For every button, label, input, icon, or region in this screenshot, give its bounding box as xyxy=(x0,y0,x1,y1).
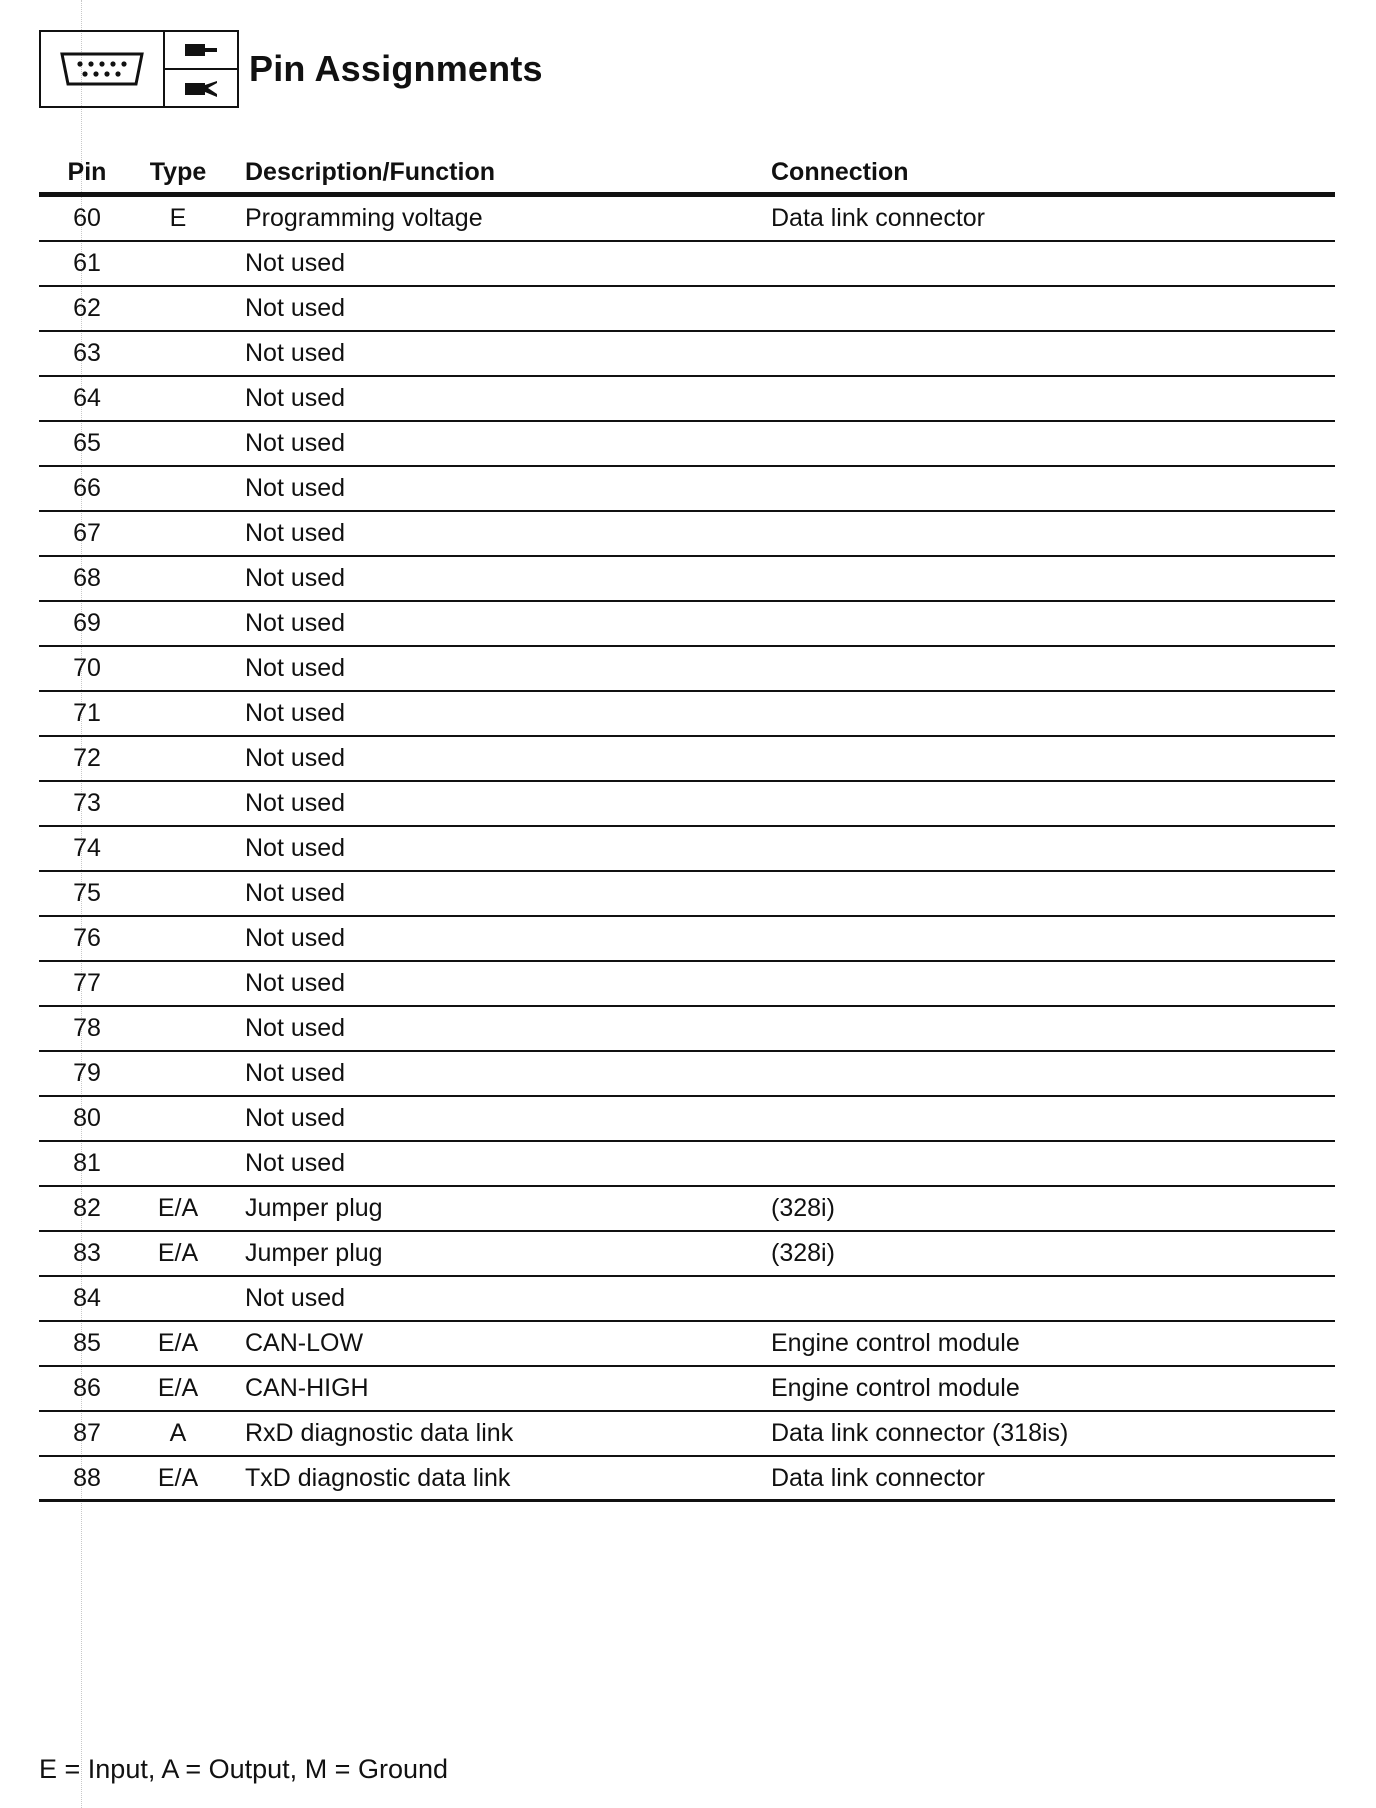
description-cell: Not used xyxy=(245,339,346,367)
table-row xyxy=(39,557,1335,602)
connection-cell: Engine control module xyxy=(771,1329,1020,1357)
header-description: Description/Function xyxy=(245,157,495,186)
table-row xyxy=(39,242,1335,287)
pin-cell: 72 xyxy=(73,744,101,772)
pin-cell: 68 xyxy=(73,564,101,592)
table-row xyxy=(39,917,1335,962)
connection-cell: Data link connector (318is) xyxy=(771,1419,1069,1447)
description-cell: Not used xyxy=(245,519,346,547)
page-header xyxy=(39,30,543,108)
description-cell: Not used xyxy=(245,879,346,907)
table-row xyxy=(39,1097,1335,1142)
connection-cell: Data link connector xyxy=(771,1463,986,1492)
connection-cell: (328i) xyxy=(771,1194,835,1222)
page-title: Pin Assignments xyxy=(249,48,543,89)
pin-cell: 84 xyxy=(73,1284,101,1312)
pin-cell: 79 xyxy=(73,1059,101,1087)
description-cell: Not used xyxy=(245,249,346,277)
pin-cell: 78 xyxy=(73,1014,101,1042)
table-row xyxy=(39,422,1335,467)
pin-cell: 82 xyxy=(73,1194,101,1222)
description-cell: Not used xyxy=(245,1104,346,1132)
header-type: Type xyxy=(149,157,207,186)
table-row xyxy=(39,1007,1335,1052)
table-row xyxy=(39,467,1335,512)
table-row xyxy=(39,1322,1335,1367)
description-cell: Jumper plug xyxy=(245,1239,383,1267)
description-cell: RxD diagnostic data link xyxy=(245,1419,514,1447)
type-cell: E/A xyxy=(157,1463,199,1492)
pin-cell: 63 xyxy=(73,339,101,367)
pin-cell: 85 xyxy=(73,1329,101,1357)
description-cell: Not used xyxy=(245,1014,346,1042)
table-row xyxy=(39,962,1335,1007)
description-cell: Not used xyxy=(245,789,346,817)
table-body xyxy=(39,197,1335,1502)
table-row xyxy=(39,737,1335,782)
pin-cell: 61 xyxy=(73,249,101,277)
description-cell: Not used xyxy=(245,834,346,862)
description-cell: Not used xyxy=(245,1149,346,1177)
plug-out-icon xyxy=(165,68,237,106)
description-cell: Not used xyxy=(245,744,346,772)
table-row xyxy=(39,602,1335,647)
description-cell: Not used xyxy=(245,294,346,322)
table-row xyxy=(39,647,1335,692)
description-cell: Not used xyxy=(245,1059,346,1087)
table-header xyxy=(39,152,1335,197)
type-cell: E/A xyxy=(157,1374,199,1402)
table-row xyxy=(39,872,1335,917)
table-row xyxy=(39,827,1335,872)
pin-cell: 87 xyxy=(73,1419,101,1447)
table-row xyxy=(39,377,1335,422)
pin-cell: 77 xyxy=(73,969,101,997)
pin-cell: 73 xyxy=(73,789,101,817)
description-cell: CAN-LOW xyxy=(245,1329,364,1357)
pin-cell: 64 xyxy=(73,384,101,412)
table-row xyxy=(39,1142,1335,1187)
type-cell: E xyxy=(169,204,187,232)
description-cell: Not used xyxy=(245,474,346,502)
description-cell: Not used xyxy=(245,609,346,637)
legend: E = Input, A = Output, M = Ground xyxy=(39,1754,449,1784)
pin-cell: 80 xyxy=(73,1104,101,1132)
table-row xyxy=(39,1052,1335,1097)
table-row xyxy=(39,1457,1335,1502)
pin-cell: 86 xyxy=(73,1374,101,1402)
connection-cell: Data link connector xyxy=(771,204,986,232)
pin-cell: 75 xyxy=(73,879,101,907)
pin-cell: 74 xyxy=(73,834,101,862)
pin-cell: 70 xyxy=(73,654,101,682)
description-cell: TxD diagnostic data link xyxy=(245,1463,511,1492)
pin-cell: 67 xyxy=(73,519,101,547)
header-connection: Connection xyxy=(771,157,909,186)
pin-cell: 62 xyxy=(73,294,101,322)
description-cell: Not used xyxy=(245,429,346,457)
type-cell: E/A xyxy=(157,1239,199,1267)
description-cell: Programming voltage xyxy=(245,204,483,232)
table-row xyxy=(39,1232,1335,1277)
pin-cell: 65 xyxy=(73,429,101,457)
connector-icon xyxy=(41,32,165,106)
description-cell: Jumper plug xyxy=(245,1194,383,1222)
type-cell: E/A xyxy=(157,1194,199,1222)
description-cell: Not used xyxy=(245,654,346,682)
description-cell: Not used xyxy=(245,1284,346,1312)
pin-cell: 66 xyxy=(73,474,101,502)
description-cell: Not used xyxy=(245,699,346,727)
type-cell: E/A xyxy=(157,1329,199,1357)
description-cell: Not used xyxy=(245,564,346,592)
connection-cell: Engine control module xyxy=(771,1374,1020,1402)
pin-cell: 71 xyxy=(73,699,101,727)
table-row xyxy=(39,287,1335,332)
description-cell: CAN-HIGH xyxy=(245,1374,369,1402)
pin-cell: 69 xyxy=(73,609,101,637)
table-row xyxy=(39,1277,1335,1322)
type-cell: A xyxy=(169,1419,187,1447)
table-row xyxy=(39,197,1335,242)
table-row xyxy=(39,782,1335,827)
description-cell: Not used xyxy=(245,384,346,412)
table-row xyxy=(39,1187,1335,1232)
connection-cell: (328i) xyxy=(771,1239,835,1267)
pin-cell: 83 xyxy=(73,1239,101,1267)
pin-cell: 88 xyxy=(73,1463,101,1492)
plug-in-icon xyxy=(165,32,237,68)
pin-table xyxy=(39,152,1335,1502)
description-cell: Not used xyxy=(245,924,346,952)
table-row xyxy=(39,1367,1335,1412)
pin-cell: 81 xyxy=(73,1149,101,1177)
table-row xyxy=(39,512,1335,557)
description-cell: Not used xyxy=(245,969,346,997)
connector-icon-box xyxy=(39,30,239,108)
table-row xyxy=(39,332,1335,377)
header-pin: Pin xyxy=(67,157,107,186)
pin-cell: 76 xyxy=(73,924,101,952)
table-row xyxy=(39,1412,1335,1457)
table-row xyxy=(39,692,1335,737)
pin-cell: 60 xyxy=(73,204,101,232)
